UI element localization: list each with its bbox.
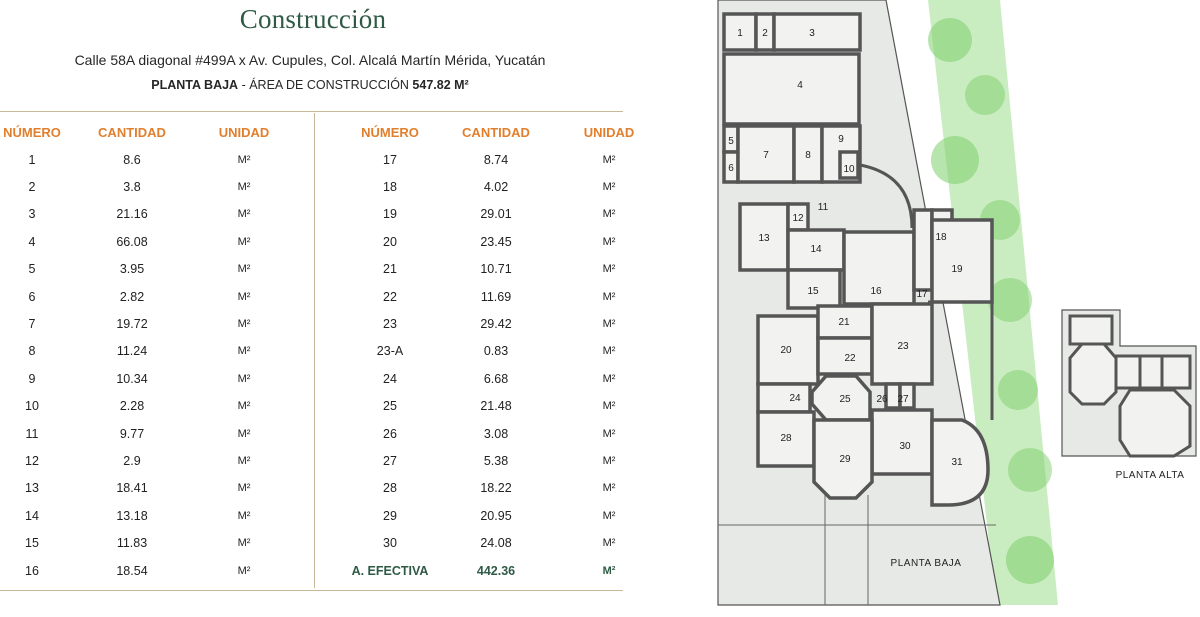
cell-cantidad: 2.9 [123, 453, 141, 468]
planta-alta-caption: PLANTA ALTA [1115, 470, 1185, 481]
cell-cantidad: 3.95 [119, 262, 145, 277]
cell-unidad: M² [602, 318, 616, 331]
floor-plan [700, 0, 1200, 617]
room-label: 26 [876, 394, 888, 405]
cell-cantidad: 2.82 [119, 289, 145, 304]
table-row [0, 447, 288, 474]
table-row [342, 393, 664, 420]
cell-cantidad: 29.42 [480, 317, 512, 332]
cell-cantidad: 21.48 [480, 399, 512, 414]
cell-unidad: M² [237, 564, 251, 577]
effective-area-row [342, 557, 664, 584]
table-row [342, 201, 664, 228]
cell-cantidad: 21.16 [116, 207, 148, 222]
room-label: 24 [789, 393, 801, 404]
header-numero: NÚMERO [3, 124, 61, 140]
table-row [342, 502, 664, 529]
cell-numero: 9 [28, 371, 36, 386]
area-value: 547.82 M² [412, 78, 469, 92]
table-row [0, 146, 288, 173]
cell-unidad: M² [237, 290, 251, 303]
table-row [342, 173, 664, 200]
cell-numero: 12 [25, 453, 39, 468]
room-label: 2 [762, 28, 768, 39]
cell-unidad: M² [237, 482, 251, 495]
cell-numero: 23 [383, 317, 397, 332]
cell-cantidad: 24.08 [480, 536, 512, 551]
header-numero: NÚMERO [361, 124, 419, 140]
cell-numero: 18 [383, 180, 397, 195]
cell-cantidad: 8.74 [483, 152, 509, 167]
cell-cantidad: 23.45 [480, 234, 512, 249]
cell-numero: 27 [383, 453, 397, 468]
cell-numero: 24 [383, 371, 397, 386]
table-row [0, 173, 288, 200]
cell-numero: 26 [383, 426, 397, 441]
cell-cantidad: 4.02 [483, 180, 509, 195]
header-cantidad: CANTIDAD [98, 124, 166, 140]
room-label: 20 [780, 345, 792, 356]
table-row [342, 256, 664, 283]
cell-cantidad: 20.95 [480, 508, 512, 523]
cell-numero: 28 [383, 481, 397, 496]
cell-cantidad: 13.18 [116, 508, 148, 523]
room-label: 29 [839, 454, 851, 465]
cell-unidad: M² [237, 263, 251, 276]
cell-numero: 6 [28, 289, 36, 304]
cell-unidad: M² [237, 235, 251, 248]
cell-unidad: M² [602, 153, 616, 166]
table-bottom-rule [0, 590, 623, 591]
cell-unidad: M² [237, 318, 251, 331]
cell-numero: 8 [28, 344, 36, 359]
cell-unidad: M² [602, 454, 616, 467]
cell-numero: 19 [383, 207, 397, 222]
table-row [0, 338, 288, 365]
room-label: 9 [838, 134, 844, 145]
table-row [0, 420, 288, 447]
table-row [342, 283, 664, 310]
table-row [342, 529, 664, 556]
effective-unit: M² [602, 564, 616, 577]
room-label: 10 [843, 164, 855, 175]
table-row [342, 146, 664, 173]
cell-cantidad: 3.8 [123, 180, 141, 195]
cell-cantidad: 11.24 [116, 344, 148, 359]
cell-unidad: M² [237, 208, 251, 221]
room-label: 31 [951, 457, 963, 468]
cell-unidad: M² [237, 454, 251, 467]
cell-cantidad: 5.38 [483, 453, 509, 468]
room-label: 21 [838, 317, 850, 328]
cell-unidad: M² [602, 290, 616, 303]
cell-unidad: M² [237, 153, 251, 166]
cell-numero: 21 [383, 262, 397, 277]
cell-unidad: M² [602, 208, 616, 221]
cell-unidad: M² [237, 372, 251, 385]
header-cantidad: CANTIDAD [462, 124, 530, 140]
cell-numero: 15 [25, 536, 39, 551]
room-label: 25 [839, 394, 851, 405]
room-label: 22 [844, 353, 856, 364]
table-row [342, 338, 664, 365]
cell-cantidad: 2.28 [119, 399, 145, 414]
cell-numero: 30 [383, 536, 397, 551]
cell-numero: 4 [28, 234, 36, 249]
cell-numero: 10 [25, 399, 39, 414]
table-row [342, 310, 664, 337]
cell-cantidad: 19.72 [116, 317, 148, 332]
room-label: 30 [899, 441, 911, 452]
table-row [0, 310, 288, 337]
table-row [0, 283, 288, 310]
cell-unidad: M² [602, 482, 616, 495]
cell-numero: 3 [28, 207, 36, 222]
table-row [0, 529, 288, 556]
room-label: 4 [797, 80, 803, 91]
room-label: 3 [809, 28, 815, 39]
cell-cantidad: 6.68 [483, 371, 509, 386]
table-row [342, 447, 664, 474]
cell-numero: 7 [28, 317, 36, 332]
areas-table-left [0, 118, 288, 584]
cell-cantidad: 66.08 [116, 234, 148, 249]
cell-numero: 17 [383, 152, 397, 167]
planta-baja-caption: PLANTA BAJA [890, 558, 962, 569]
cell-unidad: M² [602, 427, 616, 440]
room-label: 5 [728, 136, 734, 147]
cell-cantidad: 10.34 [116, 371, 148, 386]
area-prefix: - ÁREA DE CONSTRUCCIÓN [238, 78, 413, 92]
cell-unidad: M² [237, 400, 251, 413]
floor-label: PLANTA BAJA [151, 78, 239, 92]
cell-numero: 5 [28, 262, 36, 277]
table-row [0, 502, 288, 529]
table-row [0, 557, 288, 584]
cell-cantidad: 29.01 [480, 207, 512, 222]
cell-numero: 20 [383, 234, 397, 249]
room-label: 7 [763, 150, 769, 161]
room-label: 6 [728, 163, 734, 174]
table-row [342, 365, 664, 392]
room-label: 16 [870, 286, 882, 297]
construction-area-subtitle [0, 78, 620, 92]
cell-numero: 22 [383, 289, 397, 304]
cell-unidad: M² [237, 427, 251, 440]
cell-numero: 29 [383, 508, 397, 523]
room-label: 28 [780, 433, 792, 444]
cell-cantidad: 18.22 [480, 481, 512, 496]
cell-unidad: M² [602, 263, 616, 276]
room-label: 18 [935, 232, 947, 243]
table-row [342, 475, 664, 502]
room-label: 14 [810, 244, 822, 255]
cell-cantidad: 0.83 [483, 344, 509, 359]
table-top-rule [0, 111, 623, 112]
cell-numero: 2 [28, 180, 36, 195]
table-row [342, 228, 664, 255]
table-center-divider [314, 113, 315, 588]
room-label: 15 [807, 286, 819, 297]
table-row [0, 256, 288, 283]
property-address: Calle 58A diagonal #499A x Av. Cupules, Col. Alcalá Martín Mérida, Yucatán [74, 52, 546, 68]
cell-numero: 13 [25, 481, 39, 496]
cell-cantidad: 11.83 [116, 536, 148, 551]
room-label: 12 [792, 213, 804, 224]
header-unidad: UNIDAD [583, 124, 635, 140]
cell-unidad: M² [602, 181, 616, 194]
cell-unidad: M² [237, 509, 251, 522]
room-label: 1 [737, 28, 743, 39]
room-label: 11 [817, 202, 829, 213]
room-label: 17 [916, 289, 928, 300]
cell-numero: 1 [28, 152, 36, 167]
cell-numero: 25 [383, 399, 397, 414]
cell-unidad: M² [602, 235, 616, 248]
table-row [342, 420, 664, 447]
cell-unidad: M² [602, 537, 616, 550]
areas-table-right [342, 118, 664, 584]
cell-unidad: M² [602, 509, 616, 522]
table-row [0, 393, 288, 420]
cell-cantidad: 9.77 [119, 426, 145, 441]
cell-numero: 14 [25, 508, 39, 523]
cell-cantidad: 11.69 [480, 289, 512, 304]
room-label: 19 [951, 264, 963, 275]
cell-unidad: M² [237, 181, 251, 194]
cell-unidad: M² [602, 372, 616, 385]
cell-cantidad: 8.6 [123, 152, 141, 167]
table-row [0, 475, 288, 502]
cell-unidad: M² [237, 345, 251, 358]
room-label: 27 [897, 394, 909, 405]
effective-label: A. EFECTIVA [351, 563, 429, 578]
cell-numero: 11 [25, 426, 39, 441]
table-row [0, 201, 288, 228]
cell-cantidad: 18.41 [116, 481, 148, 496]
cell-cantidad: 10.71 [480, 262, 512, 277]
table-row [0, 365, 288, 392]
room-label: 23 [897, 341, 909, 352]
cell-cantidad: 18.54 [116, 563, 148, 578]
header-unidad: UNIDAD [218, 124, 270, 140]
room-label: 13 [758, 233, 770, 244]
effective-value: 442.36 [476, 563, 516, 578]
cell-numero: 16 [25, 563, 39, 578]
table-row [0, 228, 288, 255]
cell-unidad: M² [602, 345, 616, 358]
cell-cantidad: 3.08 [483, 426, 509, 441]
room-label: 8 [805, 150, 811, 161]
cell-unidad: M² [602, 400, 616, 413]
page-title: Construcción [239, 4, 387, 34]
cell-unidad: M² [237, 537, 251, 550]
cell-numero: 23-A [376, 344, 404, 359]
